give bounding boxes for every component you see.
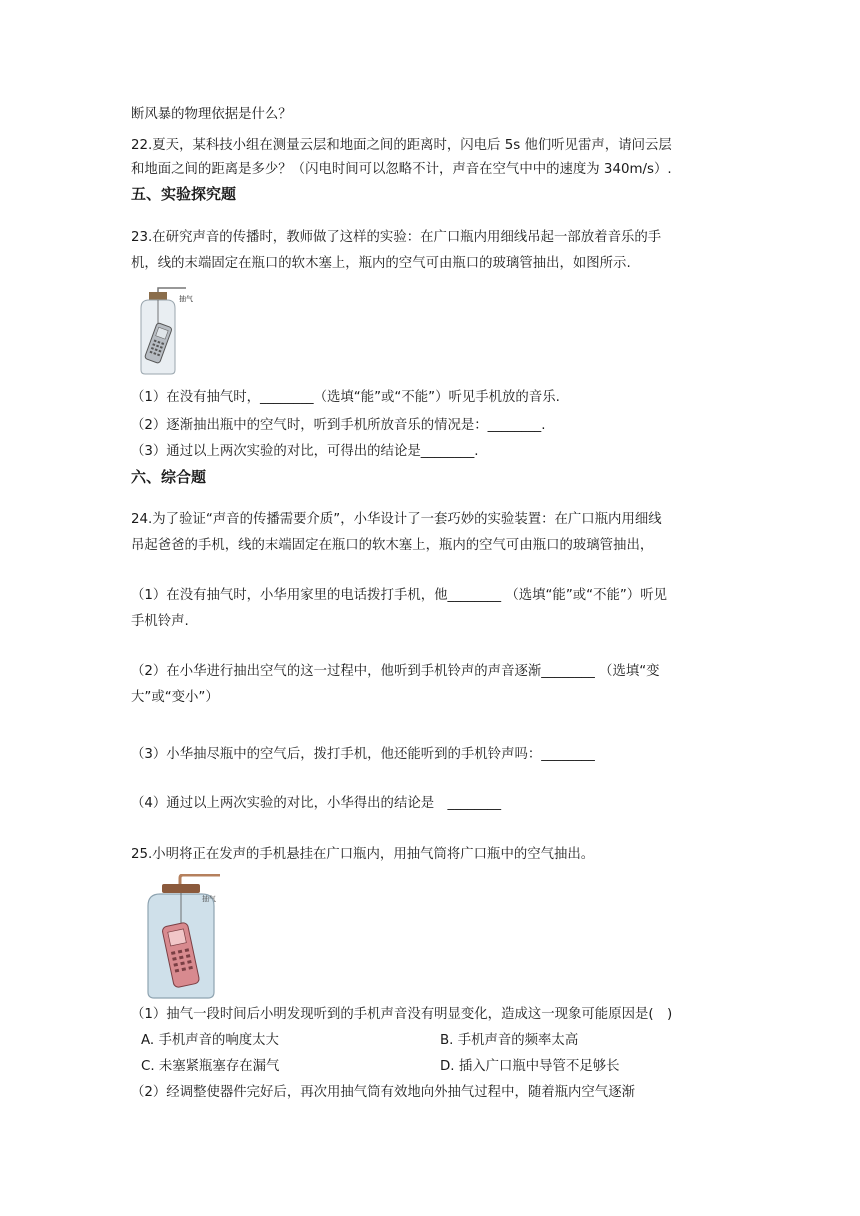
question-25: 25.小明将正在发声的手机悬挂在广口瓶内，用抽气筒将广口瓶中的空气抽出。 xyxy=(131,847,595,862)
question-23-3: （3）通过以上两次实验的对比，可得出的结论是________. xyxy=(131,444,479,459)
bottle-figure-1 xyxy=(131,286,201,376)
question-23-cont: 机，线的末端固定在瓶口的软木塞上，瓶内的空气可由瓶口的玻璃管抽出，如图所示. xyxy=(131,256,631,271)
question-22: 22.夏天，某科技小组在测量云层和地面之间的距离时，闪电后 5s 他们听见雷声，请问云层 xyxy=(131,138,672,153)
question-24-cont: 吊起爸爸的手机，线的末端固定在瓶口的软木塞上，瓶内的空气可由瓶口的玻璃管抽出， xyxy=(131,538,654,553)
section-heading-5: 五、实验探究题 xyxy=(131,185,237,203)
text-line: 断风暴的物理依据是什么？ xyxy=(131,107,292,122)
option-d: D. 插入广口瓶中导管不足够长 xyxy=(440,1059,620,1074)
cork xyxy=(162,884,200,893)
question-22-cont: 和地面之间的距离是多少？（闪电时间可以忽略不计，声音在空气中中的速度为 340m/s）. xyxy=(131,162,672,177)
question-24-1: （1）在没有抽气时，小华用家里的电话拨打手机，他________ （选填“能”或“不能”）听见 xyxy=(131,588,667,603)
question-24-2: （2）在小华进行抽出空气的这一过程中，他听到手机铃声的声音逐渐________ （选填“变 xyxy=(131,664,660,679)
figure-1-label: 抽气 xyxy=(179,295,193,303)
question-23-2: （2）逐渐抽出瓶中的空气时，听到手机所放音乐的情况是：________. xyxy=(131,418,546,433)
question-25-2: （2）经调整使器件完好后，再次用抽气筒有效地向外抽气过程中，随着瓶内空气逐渐 xyxy=(131,1085,635,1100)
question-25-1: （1）抽气一段时间后小明发现听到的手机声音没有明显变化，造成这一现象可能原因是( ) xyxy=(131,1007,673,1022)
cork xyxy=(149,292,167,300)
option-b: B. 手机声音的频率太高 xyxy=(440,1033,579,1048)
bottle-figure-2 xyxy=(142,874,232,1000)
option-a: A. 手机声音的响度太大 xyxy=(141,1033,279,1048)
question-24-1-cont: 手机铃声. xyxy=(131,614,189,629)
question-24: 24.为了验证“声音的传播需要介质”，小华设计了一套巧妙的实验装置：在广口瓶内用细线 xyxy=(131,512,662,527)
section-heading-6: 六、综合题 xyxy=(131,468,207,486)
question-24-4: （4）通过以上两次实验的对比，小华得出的结论是 ________ xyxy=(131,796,502,811)
figure-2-label: 抽气 xyxy=(202,895,216,903)
question-24-2-cont: 大”或“变小”） xyxy=(131,690,219,705)
option-c: C. 未塞紧瓶塞存在漏气 xyxy=(141,1059,280,1074)
question-24-3: （3）小华抽尽瓶中的空气后，拨打手机，他还能听到的手机铃声吗：________ xyxy=(131,747,595,762)
question-23: 23.在研究声音的传播时，教师做了这样的实验：在广口瓶内用细线吊起一部放着音乐的手 xyxy=(131,230,662,245)
question-23-1: （1）在没有抽气时，________（选填“能”或“不能”）听见手机放的音乐. xyxy=(131,390,560,405)
